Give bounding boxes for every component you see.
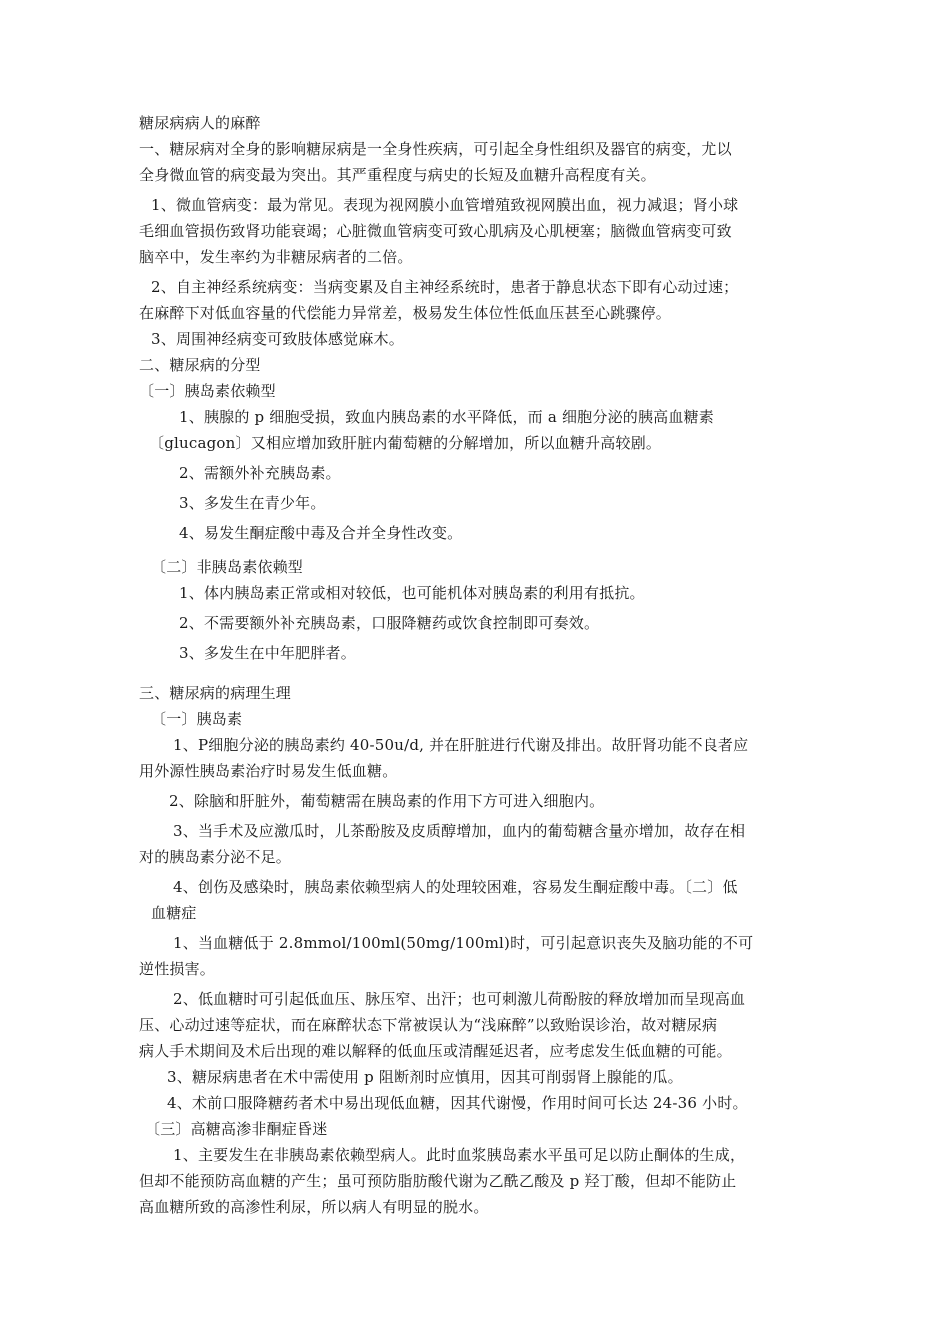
text-line: 〔二〕非胰岛素依赖型 [151, 558, 304, 576]
text-line: 2、低血糖时可引起低血压、脉压窄、出汗；也可刺激儿荷酚胺的释放增加而呈现高血 [173, 990, 746, 1008]
text-line: 病人手术期间及术后出现的难以解释的低血压或清醒延迟者，应考虑发生低血糖的可能。 [139, 1042, 732, 1060]
text-line: 3、周围神经病变可致肢体感觉麻木。 [151, 330, 404, 348]
text-line: 对的胰岛素分泌不足。 [139, 848, 292, 866]
text-line: 1、体内胰岛素正常或相对较低，也可能机体对胰岛素的利用有抵抗。 [179, 584, 645, 602]
text-line: 逆性损害。 [139, 960, 216, 978]
text-line: 一、糖尿病对全身的影响糖尿病是一全身性疾病，可引起全身性组织及器官的病变，尤以 [139, 140, 732, 158]
text-line: 在麻醉下对低血容量的代偿能力异常差，极易发生体位性低血压甚至心跳骤停。 [139, 304, 672, 322]
text-line: 全身微血管的病变最为突出。其严重程度与病史的长短及血糖升高程度有关。 [139, 166, 656, 184]
text-line: 3、多发生在青少年。 [179, 494, 326, 512]
text-line: 〔一〕胰岛素 [151, 710, 243, 728]
text-line: 2、不需要额外补充胰岛素，口服降糖药或饮食控制即可奏效。 [179, 614, 600, 632]
text-line: 但却不能预防高血糖的产生；虽可预防脂肪酸代谢为乙酰乙酸及 p 羟丁酸，但却不能防止 [139, 1172, 737, 1190]
text-line: 三、糖尿病的病理生理 [139, 684, 292, 702]
text-line: 4、创伤及感染时，胰岛素依赖型病人的处理较困难，容易发生酮症酸中毒。〔二〕低 [173, 878, 738, 896]
text-line: 压、心动过速等症状，而在麻醉状态下常被误认为“浅麻醉”以致贻误诊治，故对糖尿病 [139, 1016, 718, 1034]
text-line: 1、P细胞分泌的胰岛素约 40-50u/d, 并在肝脏进行代谢及排出。故肝肾功能不良者应 [173, 736, 749, 754]
text-line: 3、当手术及应激瓜时，儿茶酚胺及皮质醇增加，血内的葡萄糖含量亦增加，故存在相 [173, 822, 746, 840]
text-line: 1、主要发生在非胰岛素依赖型病人。此时血浆胰岛素水平虽可足以防止酮体的生成， [173, 1146, 746, 1164]
text-line: 1、微血管病变：最为常见。表现为视网膜小血管增殖致视网膜出血，视力减退；肾小球 [151, 196, 739, 214]
text-line: 高血糖所致的高渗性利尿，所以病人有明显的脱水。 [139, 1198, 489, 1216]
text-line: 4、术前口服降糖药者术中易出现低血糖，因其代谢慢，作用时间可长达 24-36 小时。 [167, 1094, 748, 1112]
text-line: 用外源性胰岛素治疗时易发生低血糖。 [139, 762, 398, 780]
text-line: 血糖症 [151, 904, 197, 922]
text-line: 二、糖尿病的分型 [139, 356, 261, 374]
text-line: 3、多发生在中年肥胖者。 [179, 644, 356, 662]
text-line: 〔三〕高糖高渗非酮症昏迷 [145, 1120, 328, 1138]
text-line: 2、自主神经系统病变：当病变累及自主神经系统时，患者于静息状态下即有心动过速； [151, 278, 739, 296]
text-line: 3、糖尿病患者在术中需使用 p 阻断剂时应慎用，因其可削弱肾上腺能的瓜。 [167, 1068, 683, 1086]
text-line: 1、胰腺的 p 细胞受损，致血内胰岛素的水平降低，而 a 细胞分泌的胰高血糖素 [179, 408, 714, 426]
text-line: 4、易发生酮症酸中毒及合并全身性改变。 [179, 524, 463, 542]
text-line: 糖尿病病人的麻醉 [139, 114, 261, 132]
text-line: 2、需额外补充胰岛素。 [179, 464, 341, 482]
text-line: 脑卒中，发生率约为非糖尿病者的二倍。 [139, 248, 413, 266]
text-line: 2、除脑和肝脏外，葡萄糖需在胰岛素的作用下方可进入细胞内。 [169, 792, 605, 810]
text-line: 〔glucagon〕又相应增加致肝脏内葡萄糖的分解增加，所以血糖升高较剧。 [149, 434, 662, 452]
text-line: 1、当血糖低于 2.8mmol/100ml(50mg/100ml)时，可引起意识丧失及脑功能的不可 [173, 934, 754, 952]
document-body [139, 110, 819, 1220]
text-line: 〔一〕胰岛素依赖型 [139, 382, 276, 400]
text-line: 毛细血管损伤致肾功能衰竭；心脏微血管病变可致心肌病及心肌梗塞；脑微血管病变可致 [139, 222, 732, 240]
